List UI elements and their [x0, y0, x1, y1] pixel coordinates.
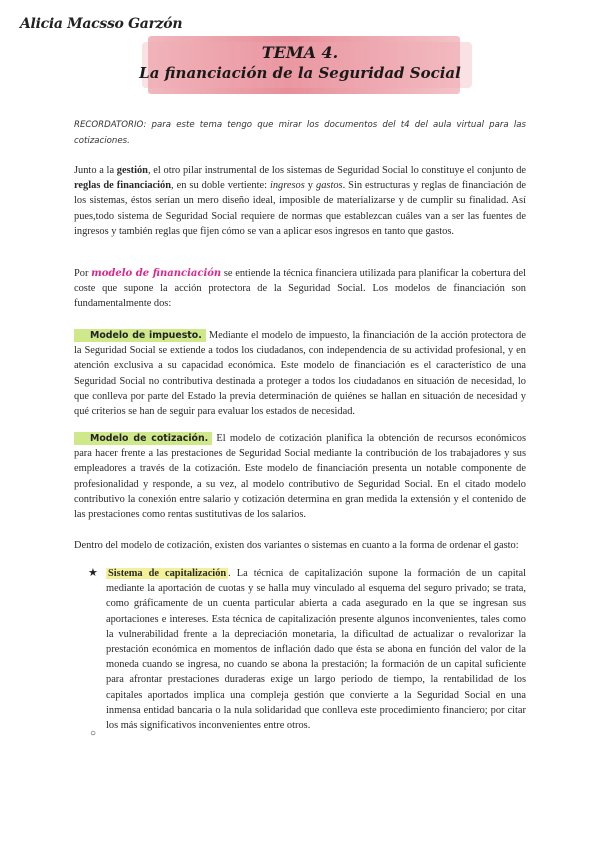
- paragraph-gestion: [74, 163, 526, 239]
- paragraph-modelo-impuesto: [74, 328, 526, 419]
- item1-text: . La técnica de capitalización supone la formación de un capital mediante la aportación de cuotas y se halla muy vinculado al esquema del seguro privado; se trata, como gráficamente de un cuenta particular abierta a cada asegurado en la que se ingresan sus aportaciones e intereses. Esta técnica de capitalización presente algunos inconvenientes, tales como la vulnerabilidad frente a la depreciación monetaria, la dificultad de actualizar o revalorizar la prestación económica en momentos de inflación dado que ésta se abona en función del valor de la moneda cuando se ingresa, no cuando se abona la prestación; la formación de un capital suficiente para afrontar prestaciones duraderas exige un largo periodo de tiempo, la rentabilidad de los capitales aportados implica una compleja gestión que convierte a la Seguridad Social en una inmensa entidad bancaria o la nula solidaridad que conlleva este procedimiento financiero; por citar los más significativos inconvenientes entre otros.: [106, 568, 526, 732]
- p2-text-a: Por: [74, 268, 92, 279]
- p2-text-c: se entiende la técnica financiera utilizada para planificar la cobertura del coste que supone la acción protectora de la Seguridad Social. Los modelos de financiación son fundamentalmente dos:: [74, 268, 526, 310]
- p1-keyword-reglas: reglas de financiación: [74, 180, 172, 192]
- paragraph-modelo-financiacion: [74, 266, 526, 312]
- label-modelo-cotizacion: Modelo de cotización.: [74, 432, 212, 445]
- list-item-capitalizacion: [106, 566, 526, 733]
- p1-text-g: y: [304, 180, 317, 192]
- p1-text-i: . Sin estructuras y reglas de financiación de los sistemas, éstos serían un mero diseño ideal, imposible de materializarse y de cumplir su finalidad. Así pues,todo sistema de Seguridad Social requiere de normas que establezcan cuáles van a ser las fuentes de ingresos y también reglas que fijen cómo se van a aplicar esos ingresos en tanto que gastos.: [74, 180, 526, 237]
- label-sistema-capitalizacion: Sistema de capitalización: [108, 568, 227, 579]
- paragraph-modelo-cotizacion: [74, 431, 526, 522]
- p1-text-e: , en su doble vertiente:: [171, 180, 270, 192]
- star-bullet-icon: ★: [88, 567, 98, 579]
- p1-keyword-gestion: gestión: [116, 165, 148, 176]
- p3-text: Mediante el modelo de impuesto, la financiación de la acción protectora de la Seguridad Social se extiende a todos los ciudadanos, con independencia de su actividad profesional, y en atención exclusiva a su capacidad económica. Este modelo de financiación es el característico de una Seguridad Social no contributiva destinada a proteger a todos los ciudadanos en situación de necesidad, lo que conlleva por parte del Estado la previa determinación de quiénes se hallan en situación de necesidad y qué criterios se han de seguir para evaluar los estados de necesidad.: [74, 330, 526, 418]
- reminder-note: RECORDATORIO: para este tema tengo que mirar los documentos del t4 del aula virtual para las cotizaciones.: [74, 120, 526, 146]
- p1-text-a: Junto a la: [74, 165, 117, 176]
- p1-keyword-ingresos: ingresos: [269, 180, 305, 192]
- p1-keyword-gastos: gastos: [316, 180, 343, 192]
- label-modelo-impuesto: Modelo de impuesto.: [74, 329, 206, 342]
- p1-text-c: , el otro pilar instrumental de los sistemas de Seguridad Social lo constituye el conjunto de: [147, 165, 527, 176]
- page-title-line2: La financiación de la Seguridad Social: [139, 64, 461, 82]
- paragraph-variantes: Dentro del modelo de cotización, existen dos variantes o sistemas en cuanto a la forma de ordenar el gasto:: [74, 540, 519, 551]
- p4-text: El modelo de cotización planifica la obtención de recursos económicos para hacer frente a las prestaciones de Seguridad Social mediante la contribución de los trabajadores y sus empleadores a través de la cotización. Este modelo de financiación presenta un notable componente de profesionalidad y responde, a su vez, al modelo contributivo de Seguridad Social. En el citado modelo contributivo la conexión entre salario y cotización determina en gran medida la extensión y el contenido de las prestaciones como rentas sustitutivas de los salarios.: [74, 433, 526, 521]
- circle-bullet-icon: ○: [90, 728, 97, 739]
- page-title-line1: TEMA 4.: [261, 43, 339, 62]
- author-name: Alicia Macsso Garzón: [20, 16, 183, 32]
- p2-keyword-modelo: modelo de financiación: [91, 268, 222, 279]
